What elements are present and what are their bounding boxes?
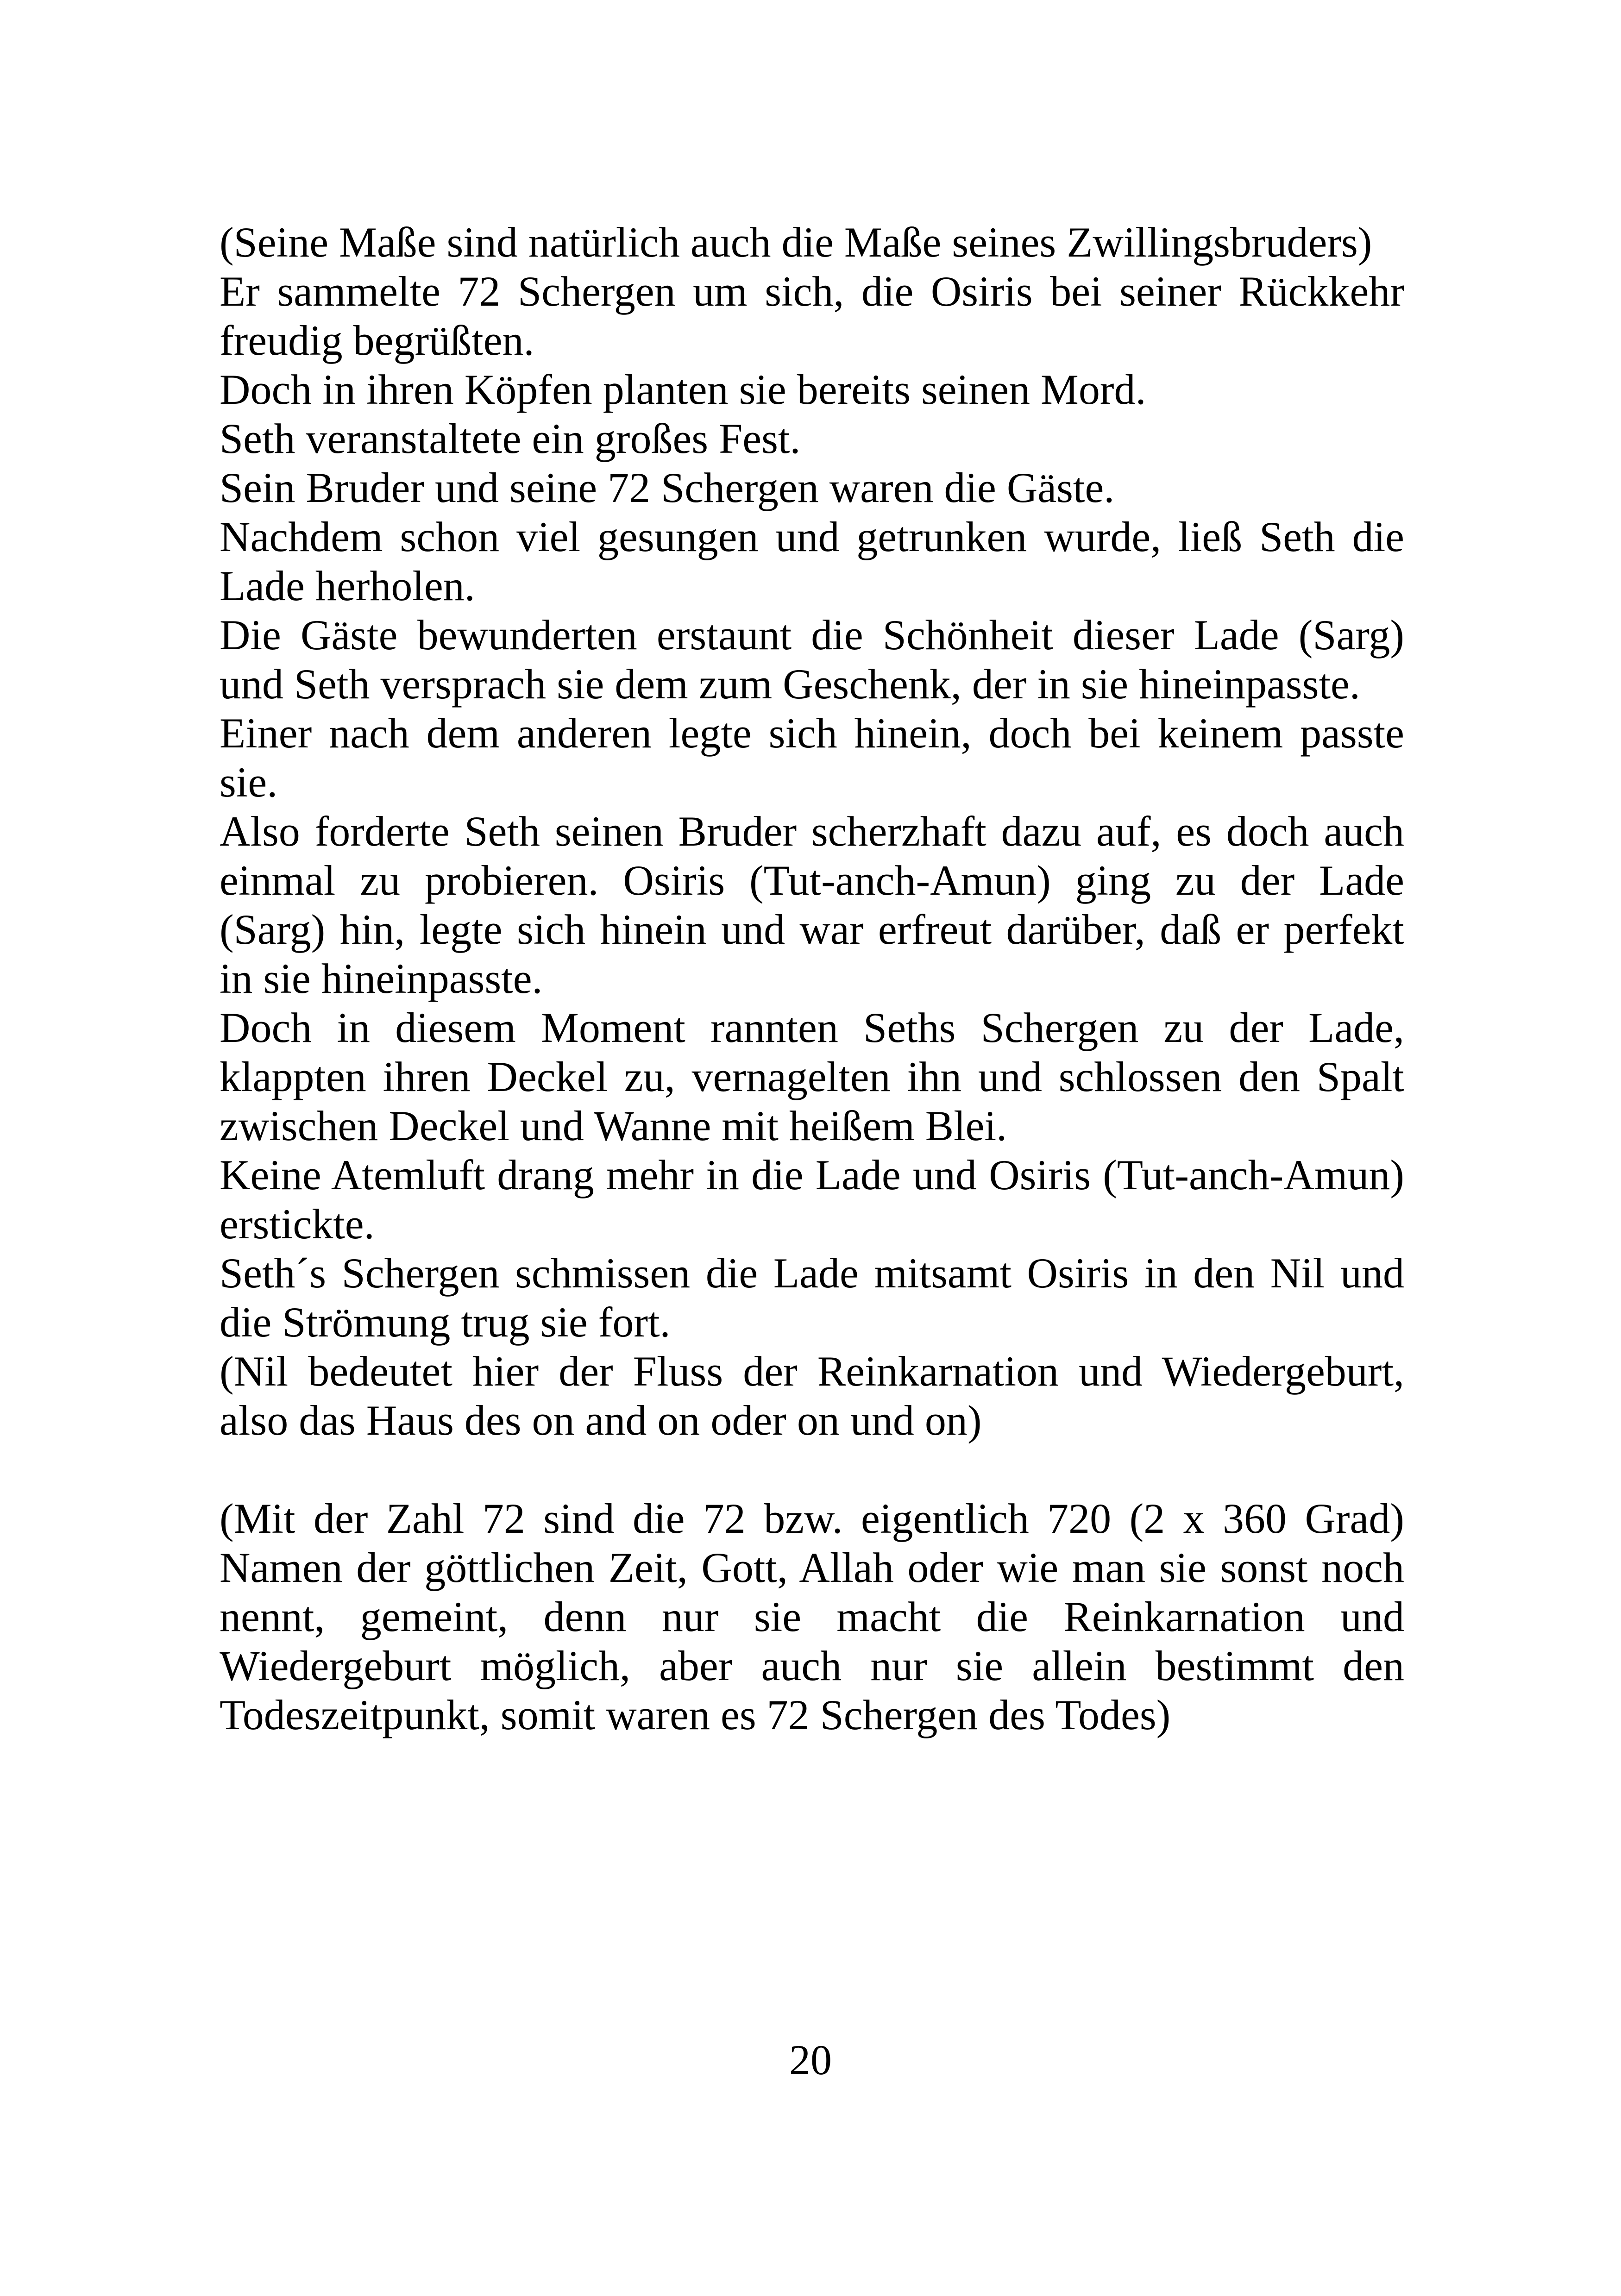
paragraph: (Seine Maße sind natürlich auch die Maße seines Zwillingsbruders) — [220, 219, 1372, 266]
paragraph: Also forderte Seth seinen Bruder scherzhaft dazu auf, es doch auch einmal zu probieren. Osiris (Tut-anch-Amun) ging zu der Lade (Sarg) hin, legte sich hinein und war erfreut darüber, daß er perfekt in sie hineinpasste. — [220, 808, 1404, 1002]
paragraph: (Nil bedeutet hier der Fluss der Reinkarnation und Wiedergeburt, also das Haus des on and on oder on und on) — [220, 1348, 1404, 1444]
paragraph: Er sammelte 72 Schergen um sich, die Osiris bei seiner Rückkehr freudig begrüßten. — [220, 268, 1404, 364]
paragraph: Die Gäste bewunderten erstaunt die Schönheit dieser Lade (Sarg) und Seth versprach sie dem zum Geschenk, der in sie hineinpasste. — [220, 611, 1404, 708]
paragraph: Einer nach dem anderen legte sich hinein, doch bei keinem passte sie. — [220, 709, 1404, 806]
paragraph: (Mit der Zahl 72 sind die 72 bzw. eigentlich 720 (2 x 360 Grad) Namen der göttlichen Zeit, Gott, Allah oder wie man sie sonst noch nennt, gemeint, denn nur sie macht die Reinkarnation und Wiedergeburt möglich, aber auch nur sie allein bestimmt den Todeszeitpunkt, somit waren es 72 Schergen des Todes) — [220, 1495, 1404, 1738]
body-text — [220, 218, 1404, 1739]
paragraph: Doch in ihren Köpfen planten sie bereits seinen Mord. — [220, 366, 1146, 413]
paragraph: Seth´s Schergen schmissen die Lade mitsamt Osiris in den Nil und die Strömung trug sie fort. — [220, 1249, 1404, 1346]
paragraph: Doch in diesem Moment rannten Seths Schergen zu der Lade, klappten ihren Deckel zu, vernagelten ihn und schlossen den Spalt zwischen Deckel und Wanne mit heißem Blei. — [220, 1004, 1404, 1149]
paragraph: Nachdem schon viel gesungen und getrunken wurde, ließ Seth die Lade herholen. — [220, 513, 1404, 609]
paragraph: Sein Bruder und seine 72 Schergen waren die Gäste. — [220, 464, 1115, 511]
paragraph: Keine Atemluft drang mehr in die Lade und Osiris (Tut-anch-Amun) erstickte. — [220, 1151, 1404, 1248]
paragraph-spacer — [220, 1445, 1404, 1494]
page-number: 20 — [789, 2036, 832, 2083]
paragraph: Seth veranstaltete ein großes Fest. — [220, 415, 801, 462]
